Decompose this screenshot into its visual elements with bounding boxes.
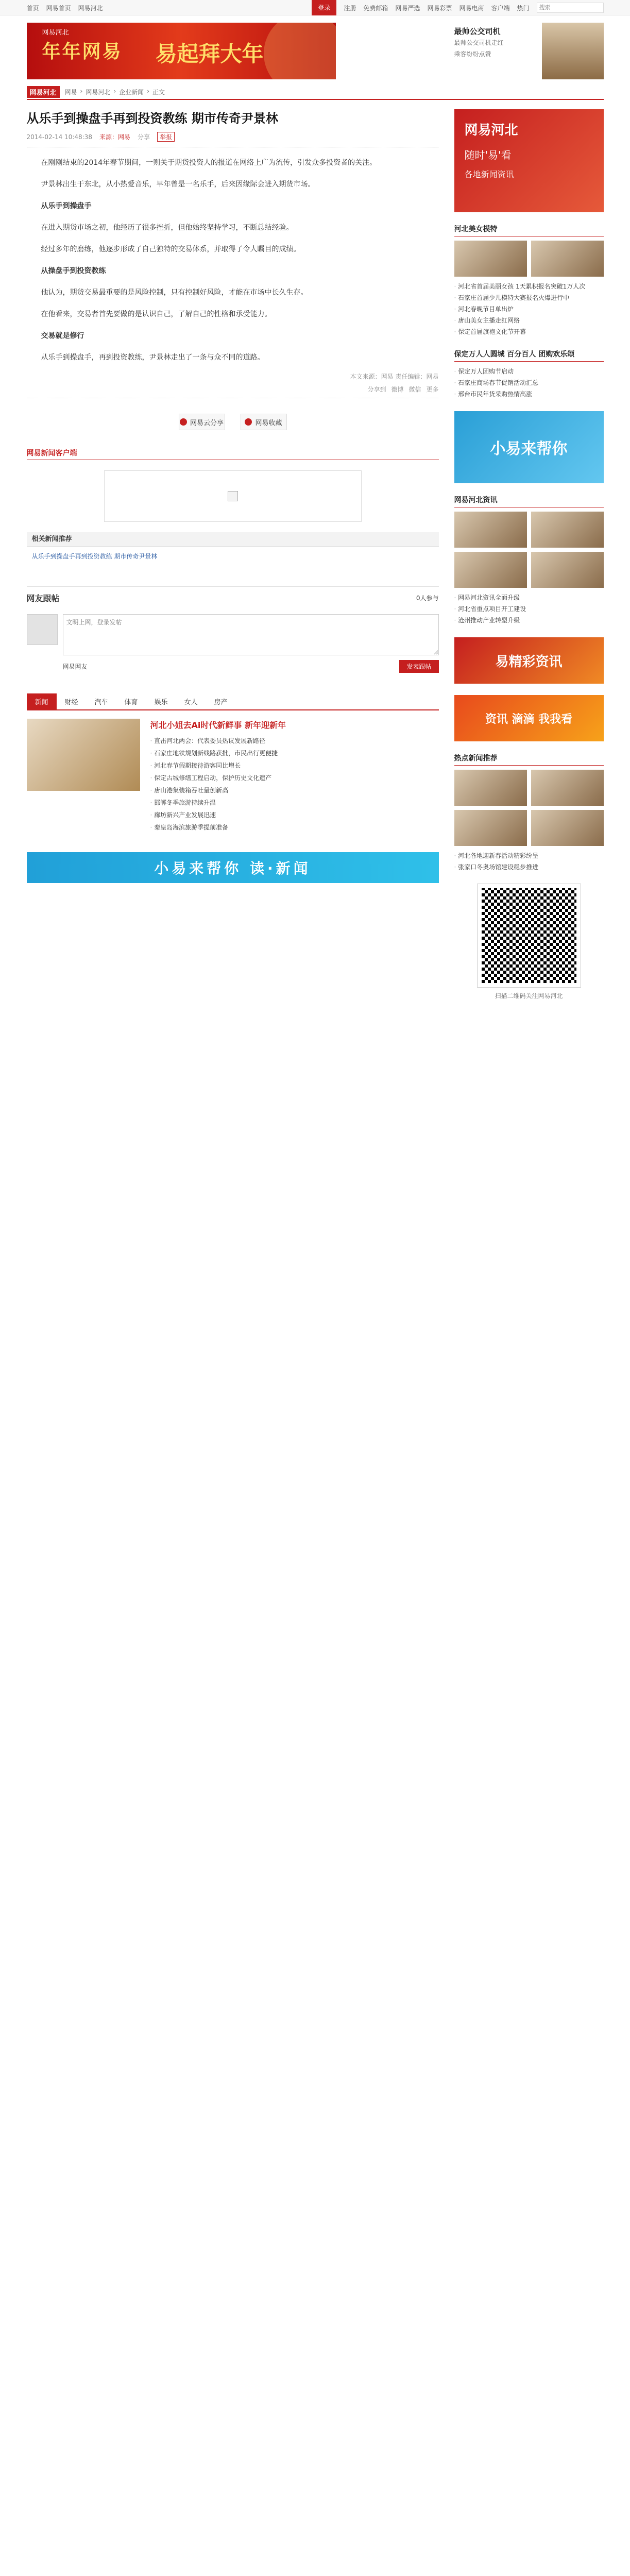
comment-count[interactable]: 0人参与 — [416, 595, 439, 602]
list-item[interactable]: · 张家口冬奥场馆建设稳步推进 — [454, 861, 604, 873]
sidebar-pic[interactable] — [454, 810, 527, 846]
sidebar-block-title: 河北美女模特 — [454, 224, 604, 236]
share-wechat-button[interactable]: 微信 — [408, 386, 421, 393]
list-item[interactable]: · 河北春节假期接待游客同比增长 — [150, 759, 439, 772]
list-item[interactable]: · 河北省首届美丽女孩 1天累积报名突破1万人次 — [454, 281, 604, 292]
star-icon — [245, 418, 252, 426]
promo-image — [542, 23, 604, 79]
paragraph: 尹景林出生于东北，从小热爱音乐，早年曾是一名乐手，后来因缘际会进入期货市场。 — [41, 180, 315, 189]
share-icon — [180, 418, 187, 426]
list-item[interactable]: · 秦皇岛海滨旅游季提前准备 — [150, 821, 439, 834]
sidebar-block-2 — [454, 349, 604, 400]
subheading: 交易就是修行 — [41, 332, 84, 340]
topbar-link-lottery[interactable]: 网易彩票 — [427, 4, 452, 12]
article-source[interactable]: 来源：网易 — [99, 133, 130, 141]
sidebar-block-1 — [454, 224, 604, 337]
share-more-button[interactable]: 更多 — [426, 386, 439, 393]
article-editor: 本文来源：网易 责任编辑：网易 — [350, 373, 439, 380]
favorite-label: 网易收藏 — [255, 419, 282, 427]
list-item[interactable]: · 邢台市民年货采购热情高涨 — [454, 388, 604, 400]
sidebar-ad-1-sub: 随时'易'看 — [464, 149, 512, 161]
qr-code-icon — [478, 884, 581, 987]
list-item[interactable]: · 石家庄商场春节促销活动汇总 — [454, 377, 604, 388]
channel-tabs — [27, 693, 439, 710]
promo-line-1: 最帅公交司机走红 — [454, 39, 504, 46]
sidebar-pic[interactable] — [531, 241, 604, 277]
related-news-link[interactable]: 从乐手到操盘手再到投资教练 期市传奇尹景林 — [31, 553, 158, 560]
tab-news[interactable]: 新闻 — [27, 693, 57, 709]
sidebar-pic[interactable] — [531, 770, 604, 806]
banner-decoration — [264, 23, 336, 79]
tab-feature-image[interactable] — [27, 719, 140, 791]
sidebar-ad-3[interactable]: 易精彩资讯 — [454, 637, 604, 684]
list-item[interactable]: · 河北春晚节目单出炉 — [454, 303, 604, 315]
sidebar-pics — [454, 512, 604, 588]
sidebar-pics — [454, 770, 604, 846]
related-news — [27, 532, 439, 566]
tab-finance[interactable]: 财经 — [64, 699, 78, 706]
article-title: 从乐手到操盘手再到投资教练 期市传奇尹景林 — [26, 111, 278, 126]
list-item[interactable] — [27, 547, 439, 566]
qr-caption: 扫描二维码关注网易河北 — [495, 992, 563, 999]
subheading: 从乐手到操盘手 — [41, 202, 92, 210]
header — [27, 15, 604, 77]
sidebar-block-title: 网易河北资讯 — [454, 495, 604, 507]
avatar — [27, 614, 58, 645]
share-label[interactable]: 分享 — [137, 133, 150, 141]
sidebar-block-title: 保定万人人圆城 百分百人 团购欢乐颂 — [454, 349, 604, 362]
share-bar — [27, 381, 439, 398]
sidebar-ad-1-sub2: 各地新闻资讯 — [464, 170, 514, 179]
tab-house[interactable]: 房产 — [214, 699, 228, 706]
list-item[interactable]: · 河北省重点项目开工建设 — [454, 603, 604, 615]
paragraph: 在刚刚结束的2014年春节期间，一则关于期货投资人的报道在网络上广为流传，引发众多投资者的关注。 — [41, 159, 377, 167]
ad-bar-title[interactable]: 网易新闻客户端 — [26, 449, 77, 457]
sidebar-ad-1[interactable] — [454, 109, 604, 212]
right-sidebar — [454, 109, 604, 1011]
tab-women[interactable]: 女人 — [184, 699, 198, 706]
paragraph: 经过多年的磨练，他逐步形成了自己独特的交易体系，并取得了令人瞩目的成绩。 — [41, 245, 301, 253]
list-item[interactable]: · 唐山港集装箱吞吐量创新高 — [150, 784, 439, 796]
tab-sports[interactable]: 体育 — [124, 699, 138, 706]
crumb-2[interactable]: 网易河北 — [86, 88, 111, 96]
promo-heading: 最帅公交司机 — [454, 27, 501, 36]
search-input[interactable] — [537, 3, 604, 13]
topbar-link-home[interactable]: 首页 — [26, 4, 39, 12]
list-item[interactable]: · 直击河北两会：代表委员热议发展新路径 — [150, 735, 439, 747]
cloud-share-label: 网易云分享 — [190, 419, 224, 427]
topbar-link-hebei[interactable]: 网易河北 — [78, 4, 103, 12]
list-item[interactable]: · 沧州推动产业转型升级 — [454, 615, 604, 626]
ad-placeholder[interactable] — [104, 470, 362, 522]
list-item[interactable]: · 保定首届旗袍文化节开幕 — [454, 326, 604, 337]
site-logo[interactable]: 网易河北 — [27, 86, 60, 98]
comment-title: 网友跟帖 — [26, 594, 60, 603]
action-buttons — [27, 414, 439, 430]
topbar-link-netease[interactable]: 网易首页 — [46, 4, 71, 12]
list-item[interactable]: · 保定古城修缮工程启动，保护历史文化遗产 — [150, 772, 439, 784]
promo-line-2: 乘客纷纷点赞 — [454, 50, 491, 58]
sidebar-pic[interactable] — [454, 512, 527, 548]
top-bar — [0, 0, 630, 15]
list-item[interactable]: · 石家庄首届少儿模特大赛报名火爆进行中 — [454, 292, 604, 303]
report-button[interactable]: 举报 — [157, 132, 175, 142]
list-item[interactable]: · 邯郸冬季旅游持续升温 — [150, 796, 439, 809]
crumb-4: 正文 — [152, 88, 165, 96]
bottom-ad-banner[interactable]: 小易来帮你 读·新闻 — [27, 852, 439, 883]
qr-block — [454, 884, 604, 1000]
topbar-link-shop[interactable]: 网易电商 — [459, 4, 484, 12]
favorite-button[interactable] — [241, 414, 287, 430]
breadcrumb-bar — [27, 84, 604, 100]
list-item[interactable]: · 保定万人团购节启动 — [454, 366, 604, 377]
topbar-link-hot[interactable]: 热门 — [517, 4, 530, 12]
list-item[interactable]: · 网易河北资讯全面升级 — [454, 592, 604, 603]
banner-text-2: 易起拜大年 — [155, 41, 264, 66]
article-meta — [27, 132, 439, 147]
topbar-link-mail[interactable]: 免费邮箱 — [363, 4, 388, 12]
topbar-link-register[interactable]: 注册 — [344, 4, 356, 12]
submit-comment-button[interactable]: 发表跟帖 — [399, 660, 438, 673]
related-news-label: 相关新闻推荐 — [27, 532, 439, 547]
sidebar-ad-1-title: 网易河北 — [464, 123, 518, 138]
sidebar-pic[interactable] — [454, 552, 527, 588]
header-promo[interactable] — [449, 23, 604, 79]
ad-bar — [27, 446, 439, 460]
paragraph: 在进入期货市场之初，他经历了很多挫折，但他始终坚持学习，不断总结经验。 — [41, 224, 294, 232]
topbar-link-app[interactable]: 客户端 — [491, 4, 510, 12]
sidebar-pic[interactable] — [531, 552, 604, 588]
tab-headline[interactable]: 河北小姐去Ai时代新鲜事 新年迎新年 — [150, 720, 286, 730]
list-item[interactable]: · 河北各地迎新春活动精彩纷呈 — [454, 850, 604, 861]
article-column — [27, 109, 439, 1011]
list-item[interactable]: · 石家庄地铁规划新线路获批，市民出行更便捷 — [150, 747, 439, 759]
sidebar-block-title: 热点新闻推荐 — [454, 753, 604, 766]
comment-input[interactable] — [63, 614, 439, 655]
sidebar-pic[interactable] — [531, 512, 604, 548]
crumb-1[interactable]: 网易 — [64, 88, 77, 96]
banner-small-text: 网易河北 — [42, 29, 69, 37]
sidebar-ad-4[interactable]: 资讯 滴滴 我我看 — [454, 695, 604, 741]
sidebar-block-3 — [454, 495, 604, 626]
sidebar-ad-2[interactable]: 小易来帮你 — [454, 411, 604, 483]
article-body — [27, 156, 439, 365]
list-item[interactable]: · 唐山美女主播走红网络 — [454, 315, 604, 326]
cloud-share-button[interactable] — [179, 414, 225, 430]
article-date: 2014-02-14 10:48:38 — [26, 133, 92, 141]
subheading: 从操盘手到投资教练 — [41, 267, 106, 275]
sidebar-pic[interactable] — [454, 241, 527, 277]
sidebar-pic[interactable] — [531, 810, 604, 846]
tab-content — [27, 710, 439, 842]
paragraph: 从乐手到操盘手，再到投资教练，尹景林走出了一条与众不同的道路。 — [41, 353, 265, 362]
paragraph: 他认为，期货交易最重要的是风险控制，只有控制好风险，才能在市场中长久生存。 — [41, 289, 308, 297]
topbar-link-yanxuan[interactable]: 网易严选 — [395, 4, 420, 12]
share-label: 分享到 — [367, 386, 386, 393]
breadcrumb: 网易 › 网易河北 › 企业新闻 › 正文 — [64, 87, 165, 96]
header-ad-banner[interactable] — [27, 23, 336, 79]
comment-user: 网易网友 — [62, 663, 88, 670]
banner-text-1: 年年网易 — [42, 41, 123, 62]
tab-auto[interactable]: 汽车 — [94, 699, 108, 706]
sidebar-block-4 — [454, 753, 604, 873]
comment-section — [27, 586, 439, 678]
tab-ent[interactable]: 娱乐 — [154, 699, 168, 706]
broken-image-icon — [228, 491, 238, 501]
list-item[interactable]: · 廊坊新兴产业发展迅速 — [150, 809, 439, 821]
paragraph: 在他看来，交易者首先要做的是认识自己，了解自己的性格和承受能力。 — [41, 310, 272, 318]
crumb-3[interactable]: 企业新闻 — [119, 88, 144, 96]
share-weibo-button[interactable]: 微博 — [391, 386, 404, 393]
sidebar-pic[interactable] — [454, 770, 527, 806]
sidebar-pics — [454, 241, 604, 277]
login-button[interactable]: 登录 — [312, 0, 336, 15]
